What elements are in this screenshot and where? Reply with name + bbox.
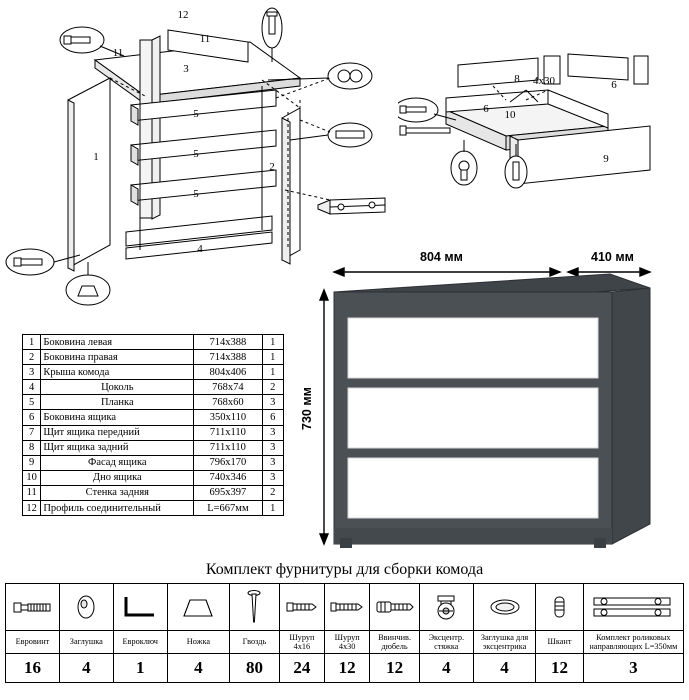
hw-name: Евровинт xyxy=(6,631,60,654)
hw-icon-cell xyxy=(230,584,280,631)
hw-count: 12 xyxy=(370,654,420,683)
hw-name: Шуруп 4х16 xyxy=(279,631,324,654)
part-no: 12 xyxy=(23,501,41,516)
svg-text:3: 3 xyxy=(183,63,189,75)
hw-icon-cell xyxy=(473,584,536,631)
svg-text:6: 6 xyxy=(611,79,617,91)
table-row xyxy=(23,440,284,455)
table-row xyxy=(23,395,284,410)
part-qty: 3 xyxy=(262,395,283,410)
screw-in-dowel-icon xyxy=(374,596,416,618)
part-dim: 711х110 xyxy=(194,440,262,455)
hw-count: 80 xyxy=(230,654,280,683)
hw-count: 4 xyxy=(167,654,230,683)
part-no: 8 xyxy=(23,440,41,455)
table-row xyxy=(23,350,284,365)
cam-cover-icon xyxy=(485,596,525,618)
hw-icon-cell xyxy=(59,584,113,631)
part-dim: 796х170 xyxy=(194,455,262,470)
hw-icon-cell xyxy=(370,584,420,631)
part-dim: 714х388 xyxy=(194,350,262,365)
hw-count: 4 xyxy=(419,654,473,683)
parts-list-body xyxy=(23,335,284,516)
part-name: Цоколь xyxy=(41,380,194,395)
table-row xyxy=(23,470,284,485)
svg-text:4х30: 4х30 xyxy=(533,75,555,87)
hw-count: 24 xyxy=(279,654,324,683)
part-name: Крыша комода xyxy=(41,365,194,380)
part-qty: 6 xyxy=(262,410,283,425)
euro-key-icon xyxy=(120,593,160,621)
part-name: Фасад ящика xyxy=(41,455,194,470)
dim-width-label: 804 мм xyxy=(420,250,463,264)
part-dim: 711х110 xyxy=(194,425,262,440)
hw-name: Ножка xyxy=(167,631,230,654)
dim-depth-label: 410 мм xyxy=(591,250,634,264)
part-no: 1 xyxy=(23,335,41,350)
svg-text:5: 5 xyxy=(193,108,199,120)
part-name: Планка xyxy=(41,395,194,410)
part-qty: 2 xyxy=(262,485,283,500)
hw-name: Заглушка для эксцентрика xyxy=(473,631,536,654)
table-row xyxy=(23,335,284,350)
hw-icon-cell xyxy=(536,584,583,631)
hw-name: Шуруп 4х30 xyxy=(325,631,370,654)
hw-count: 12 xyxy=(536,654,583,683)
hw-name: Комплект роликовых направляющих L=350мм xyxy=(583,631,683,654)
part-no: 9 xyxy=(23,455,41,470)
hw-icon-cell xyxy=(419,584,473,631)
hw-count: 4 xyxy=(473,654,536,683)
part-name: Щит ящика задний xyxy=(41,440,194,455)
hw-count: 4 xyxy=(59,654,113,683)
svg-text:5: 5 xyxy=(193,148,199,160)
part-no: 7 xyxy=(23,425,41,440)
hw-name: Евроключ xyxy=(113,631,167,654)
svg-text:5: 5 xyxy=(193,188,199,200)
part-no: 4 xyxy=(23,380,41,395)
part-dim: L=667мм xyxy=(194,501,262,516)
hw-icon-cell xyxy=(583,584,683,631)
svg-text:1: 1 xyxy=(93,151,99,163)
part-name: Профиль соединительный xyxy=(41,501,194,516)
part-no: 10 xyxy=(23,470,41,485)
table-row xyxy=(23,410,284,425)
part-dim: 768х74 xyxy=(194,380,262,395)
part-qty: 1 xyxy=(262,365,283,380)
part-qty: 3 xyxy=(262,440,283,455)
part-name: Боковина левая xyxy=(41,335,194,350)
part-no: 2 xyxy=(23,350,41,365)
table-row xyxy=(23,455,284,470)
part-dim: 350х110 xyxy=(194,410,262,425)
part-no: 3 xyxy=(23,365,41,380)
hw-icon-cell xyxy=(6,584,60,631)
part-qty: 1 xyxy=(262,335,283,350)
hardware-table xyxy=(5,583,684,683)
hw-name: Эксцентр. стяжка xyxy=(419,631,473,654)
cap-cover-icon xyxy=(71,594,101,620)
dowel-icon xyxy=(544,593,574,621)
svg-text:11: 11 xyxy=(199,33,211,45)
part-dim: 714х388 xyxy=(194,335,262,350)
part-no: 5 xyxy=(23,395,41,410)
parts-list-table xyxy=(22,334,284,516)
dim-height-label: 730 мм xyxy=(300,387,314,430)
part-qty: 3 xyxy=(262,470,283,485)
part-no: 6 xyxy=(23,410,41,425)
part-dim: 768х60 xyxy=(194,395,262,410)
part-no: 11 xyxy=(23,485,41,500)
part-name: Стенка задняя xyxy=(41,485,194,500)
nail-icon xyxy=(245,588,263,626)
hw-icon-cell xyxy=(279,584,324,631)
part-qty: 1 xyxy=(262,350,283,365)
svg-text:6: 6 xyxy=(483,103,489,115)
drawer-slides-icon xyxy=(590,592,676,622)
hw-count: 16 xyxy=(6,654,60,683)
part-dim: 695х397 xyxy=(194,485,262,500)
svg-text:8: 8 xyxy=(514,73,520,85)
hw-icon-cell xyxy=(167,584,230,631)
hw-count: 12 xyxy=(325,654,370,683)
part-qty: 3 xyxy=(262,455,283,470)
hw-name: Шкант xyxy=(536,631,583,654)
part-qty: 3 xyxy=(262,425,283,440)
table-row xyxy=(23,425,284,440)
part-name: Щит ящика передний xyxy=(41,425,194,440)
svg-text:4: 4 xyxy=(197,243,203,255)
table-row xyxy=(23,501,284,516)
svg-text:12: 12 xyxy=(177,9,189,21)
hw-icon-cell xyxy=(113,584,167,631)
hw-count: 1 xyxy=(113,654,167,683)
part-dim: 804х406 xyxy=(194,365,262,380)
hw-name: Заглушка xyxy=(59,631,113,654)
svg-text:10: 10 xyxy=(504,109,516,121)
table-row xyxy=(23,365,284,380)
svg-text:2: 2 xyxy=(269,161,275,173)
hardware-section-title: Комплект фурнитуры для сборки комода xyxy=(205,561,484,578)
screw-4x16-icon xyxy=(284,596,320,618)
part-name: Боковина ящика xyxy=(41,410,194,425)
finished-dresser-render xyxy=(310,252,682,562)
svg-text:9: 9 xyxy=(603,153,609,165)
table-row xyxy=(23,485,284,500)
hw-name: Ввинчив. дюбель xyxy=(370,631,420,654)
drawer-exploded-diagram xyxy=(398,40,683,200)
part-name: Дно ящика xyxy=(41,470,194,485)
part-dim: 740х346 xyxy=(194,470,262,485)
part-qty: 1 xyxy=(262,501,283,516)
part-qty: 2 xyxy=(262,380,283,395)
svg-text:11: 11 xyxy=(112,47,124,59)
hw-icon-cell xyxy=(325,584,370,631)
part-name: Боковина правая xyxy=(41,350,194,365)
euro-screw-icon xyxy=(10,596,54,618)
screw-4x30-icon xyxy=(329,596,365,618)
table-row xyxy=(23,380,284,395)
foot-icon xyxy=(174,594,222,620)
hw-count: 3 xyxy=(583,654,683,683)
hw-name: Гвоздь xyxy=(230,631,280,654)
cam-lock-icon xyxy=(431,592,461,622)
